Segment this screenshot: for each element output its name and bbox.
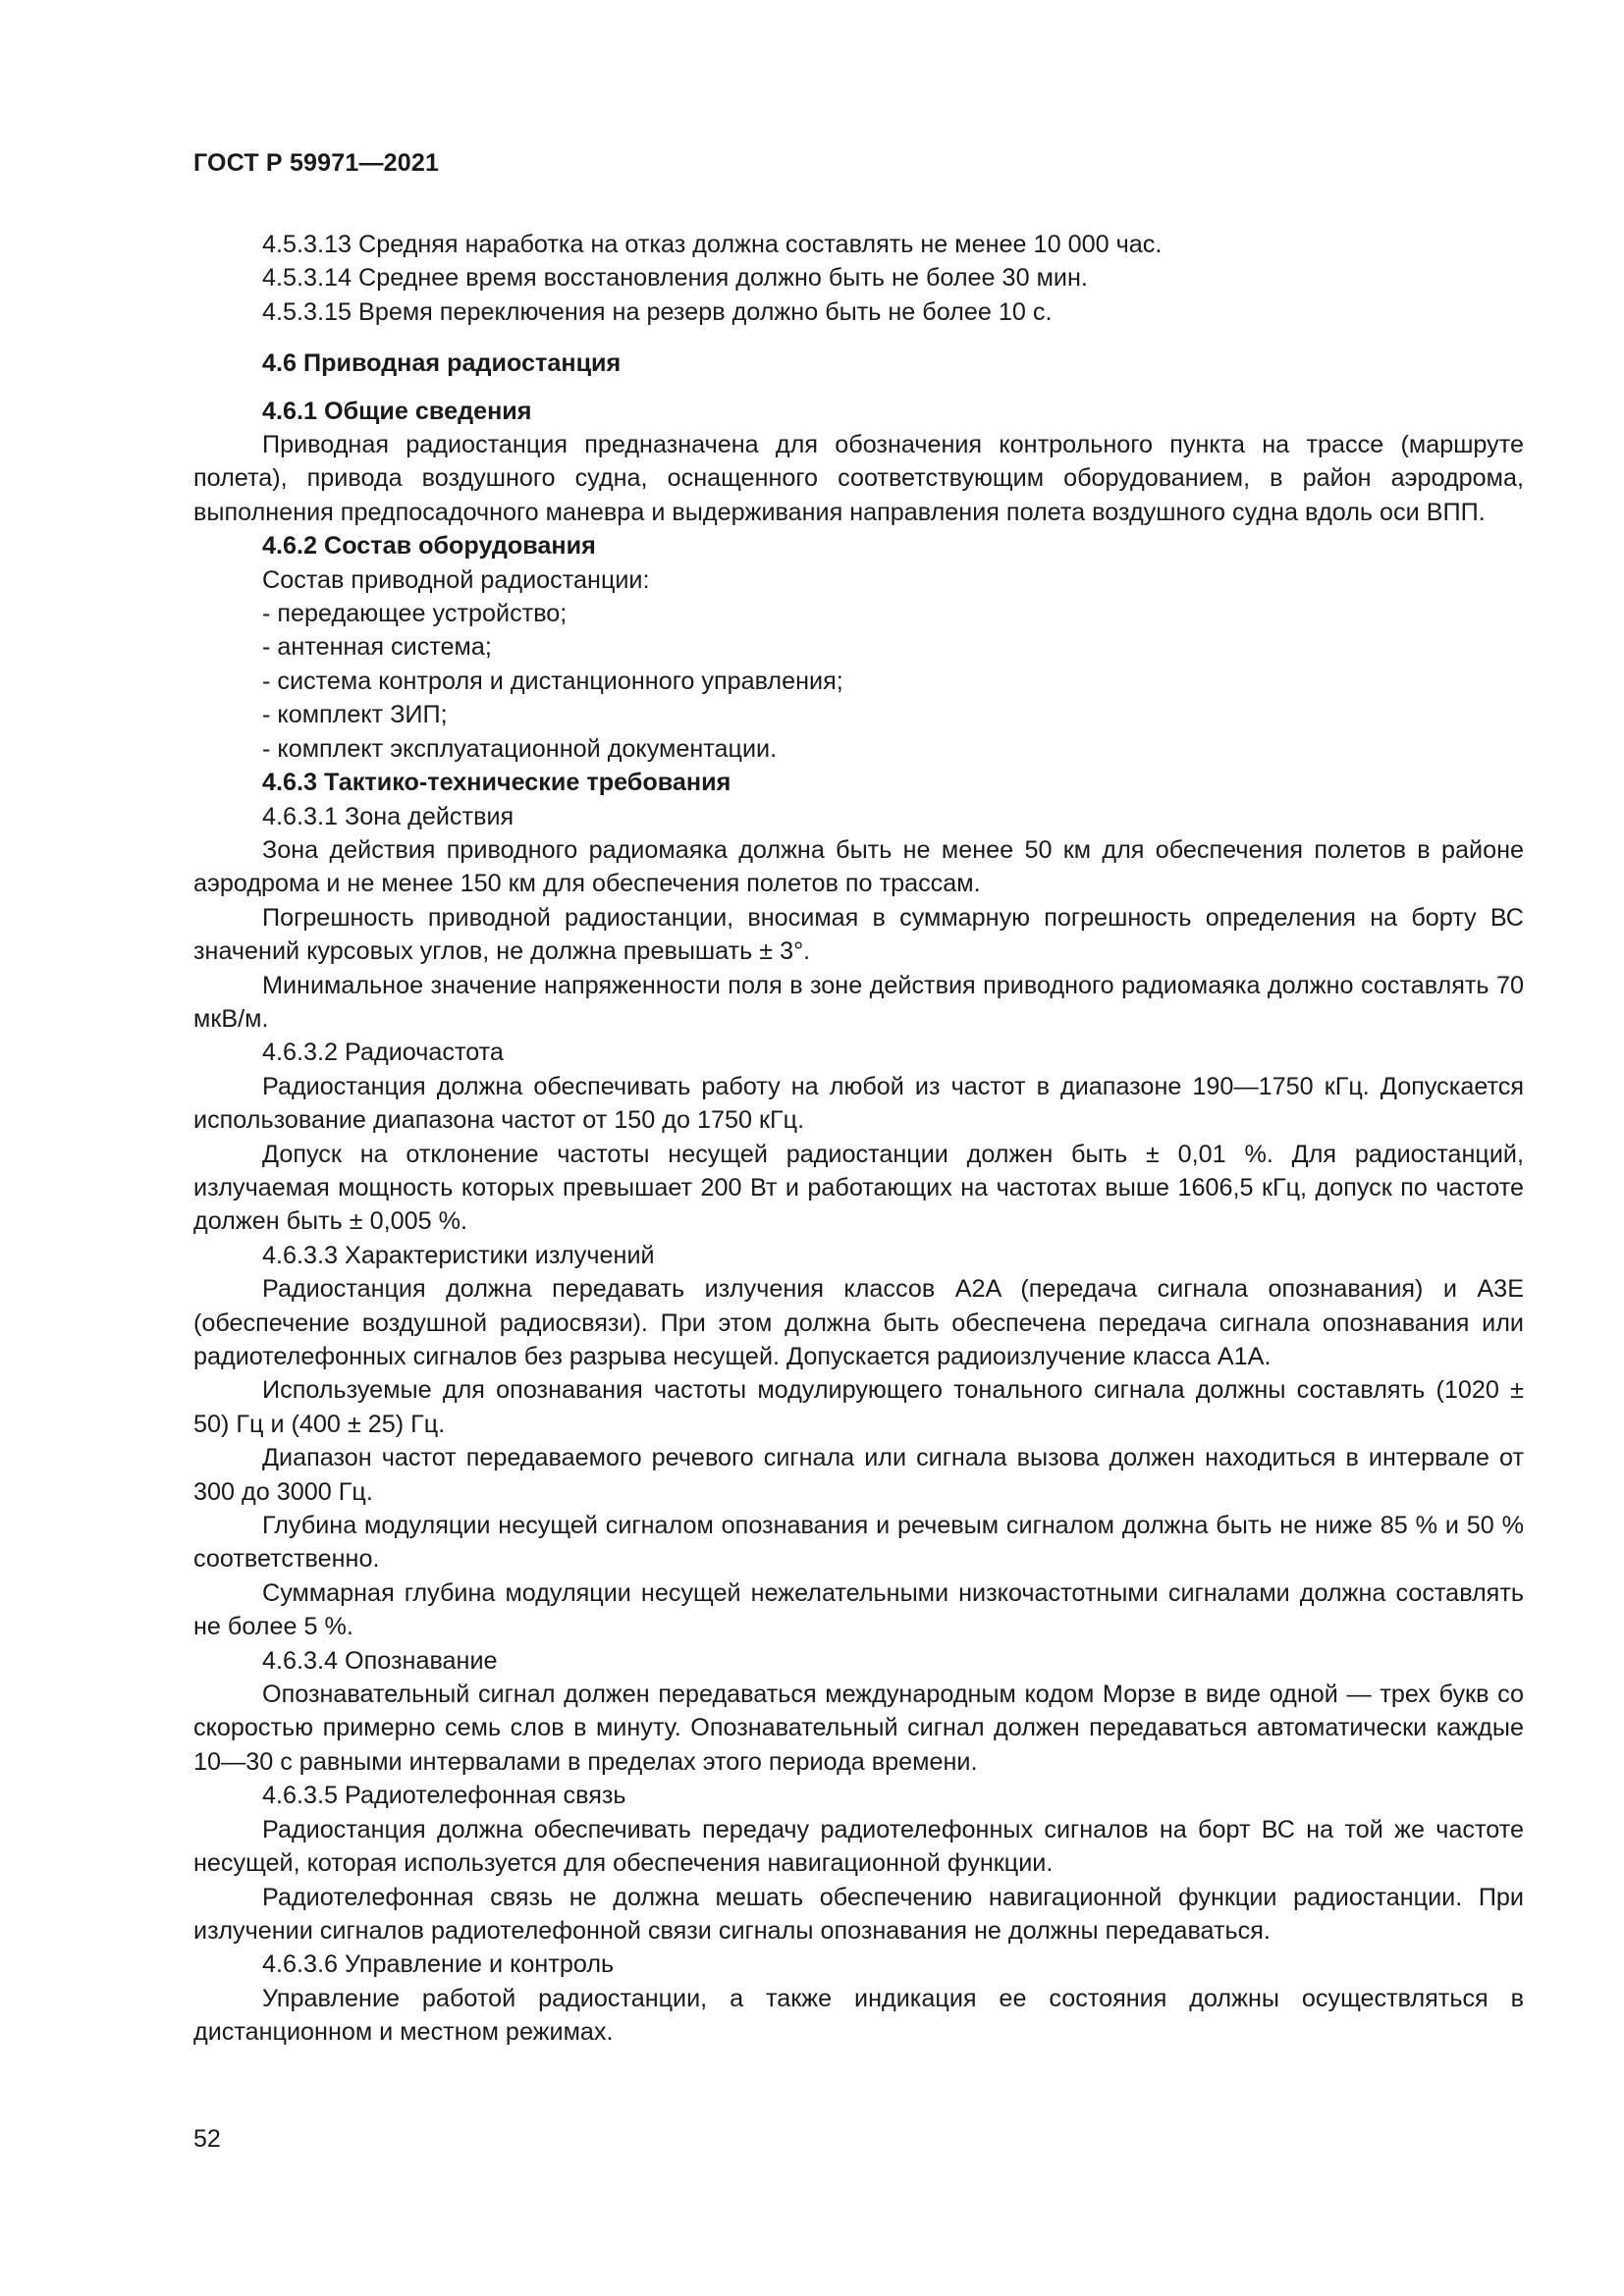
section-title-4-6: 4.6 Приводная радиостанция bbox=[262, 349, 622, 378]
paragraph: Допуск на отклонение частоты несущей радиостанции должен быть ± 0,01 %. Для радиостанций, излучаемая мощность которых превышает 200 Вт и работающих на частотах выше 1606,5 кГц, допуск по частоте должен быть ± 0,005 %. bbox=[193, 1140, 1524, 1236]
paragraph: Погрешность приводной радиостанции, вносимая в суммарную погрешность определения на борту ВС значений курсовых углов, не должна превышать ± 3°. bbox=[193, 903, 1524, 966]
clause-4-5-3-14: 4.5.3.14 Среднее время восстановления должно быть не более 30 мин. bbox=[262, 264, 1088, 293]
paragraph: Радиотелефонная связь не должна мешать обеспечению навигационной функции радиостанции. При излучении сигналов радиотелефонной связи сигналы опознавания не должны передаваться. bbox=[193, 1883, 1524, 1945]
page-content bbox=[193, 228, 1524, 2050]
paragraph-4-6-1: Приводная радиостанция предназначена для обозначения контрольного пункта на трассе (маршруте полета), привода воздушного судна, оснащенного соответствующим оборудованием, в район аэродрома, выполнения предпосадочного маневра и выдерживания направления полета воздушного судна вдоль оси ВПП. bbox=[193, 431, 1524, 526]
list-item: - система контроля и дистанционного управления; bbox=[262, 667, 843, 695]
paragraph: Радиостанция должна обеспечивать работу на любой из частот в диапазоне 190—1750 кГц. Допускается использование диапазона частот от 150 до 1750 кГц. bbox=[193, 1072, 1524, 1135]
clause-heading-4-6-3-5: 4.6.3.5 Радиотелефонная связь bbox=[262, 1782, 626, 1810]
subsection-title-4-6-1: 4.6.1 Общие сведения bbox=[262, 397, 532, 425]
list-item: - комплект эксплуатационной документации. bbox=[262, 734, 778, 763]
list-item: - передающее устройство; bbox=[262, 600, 568, 628]
clause-heading-4-6-3-4: 4.6.3.4 Опознавание bbox=[262, 1646, 498, 1675]
clause-heading-4-6-3-2: 4.6.3.2 Радиочастота bbox=[262, 1039, 504, 1067]
page-number: 52 bbox=[193, 2125, 221, 2153]
document-header: ГОСТ Р 59971—2021 bbox=[193, 149, 440, 177]
paragraph: Диапазон частот передаваемого речевого сигнала или сигнала вызова должен находиться в интервале от 300 до 3000 Гц. bbox=[193, 1444, 1524, 1506]
list-item: - комплект ЗИП; bbox=[262, 701, 448, 729]
paragraph: Суммарная глубина модуляции несущей нежелательными низкочастотными сигналами должна составлять не более 5 %. bbox=[193, 1578, 1524, 1641]
paragraph: Радиостанция должна обеспечивать передачу радиотелефонных сигналов на борт ВС на той же частоте несущей, которая используется для обеспечения навигационной функции. bbox=[193, 1815, 1524, 1878]
clause-heading-4-6-3-1: 4.6.3.1 Зона действия bbox=[262, 802, 514, 830]
paragraph: Минимальное значение напряженности поля в зоне действия приводного радиомаяка должно составлять 70 мкВ/м. bbox=[193, 971, 1524, 1033]
paragraph: Глубина модуляции несущей сигналом опознавания и речевым сигналом должна быть не ниже 85 % и 50 % соответственно. bbox=[193, 1512, 1524, 1574]
paragraph: Опознавательный сигнал должен передаваться международным кодом Морзе в виде одной — трех букв со скоростью примерно семь слов в минуту. Опознавательный сигнал должен передаваться автоматически каждые 10—30 с равными интервалами в пределах этого периода времени. bbox=[193, 1681, 1524, 1776]
clause-heading-4-6-3-6: 4.6.3.6 Управление и контроль bbox=[262, 1950, 615, 1979]
subsection-title-4-6-3: 4.6.3 Тактико-технические требования bbox=[262, 769, 731, 797]
paragraph: Используемые для опознавания частоты модулирующего тонального сигнала должны составлять (1020 ± 50) Гц и (400 ± 25) Гц. bbox=[193, 1376, 1524, 1438]
equipment-intro: Состав приводной радиостанции: bbox=[262, 565, 650, 594]
paragraph: Управление работой радиостанции, а также индикация ее состояния должны осуществляться в дистанционном и местном режимах. bbox=[193, 1984, 1524, 2047]
paragraph: Зона действия приводного радиомаяка должна быть не менее 50 км для обеспечения полетов в районе аэродрома и не менее 150 км для обеспечения полетов по трассам. bbox=[193, 835, 1524, 898]
subsection-title-4-6-2: 4.6.2 Состав оборудования bbox=[262, 532, 596, 561]
list-item: - антенная система; bbox=[262, 633, 492, 662]
paragraph: Радиостанция должна передавать излучения классов A2A (передача сигнала опознавания) и A3E (обеспечение воздушной радиосвязи). При этом должна быть обеспечена передача сигнала опознавания или радиотелефонных сигналов без разрыва несущей. Допускается радиоизлучение класса A1A. bbox=[193, 1275, 1524, 1370]
clause-4-5-3-15: 4.5.3.15 Время переключения на резерв должно быть не более 10 с. bbox=[262, 297, 1053, 326]
clause-4-5-3-13: 4.5.3.13 Средняя наработка на отказ должна составлять не менее 10 000 час. bbox=[262, 231, 1163, 258]
clause-heading-4-6-3-3: 4.6.3.3 Характеристики излучений bbox=[262, 1241, 655, 1269]
